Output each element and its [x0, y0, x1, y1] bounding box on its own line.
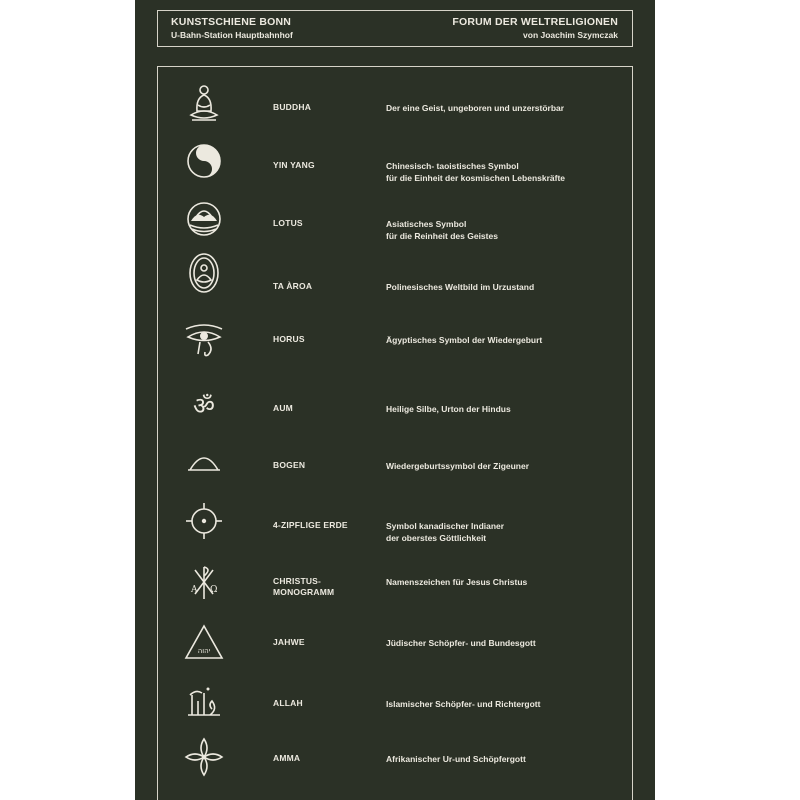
- symbol-name: [273, 576, 334, 598]
- symbol-name-line: AUM: [273, 403, 293, 413]
- symbol-description: [386, 334, 542, 346]
- symbol-name: [273, 753, 300, 764]
- lotus-icon: [182, 197, 226, 241]
- symbol-name: [273, 102, 311, 113]
- header-right: [452, 16, 618, 42]
- symbol-description: [386, 102, 564, 114]
- symbol-name: [273, 520, 348, 531]
- symbol-name: [273, 698, 303, 709]
- svg-text:ॐ: ॐ: [193, 392, 215, 420]
- eye-of-horus-icon: [182, 317, 226, 361]
- symbol-name: [273, 160, 315, 171]
- symbol-description-line: Namenszeichen für Jesus Christus: [386, 577, 528, 587]
- ta-aroa-icon: [182, 251, 226, 295]
- symbol-name: [273, 218, 303, 229]
- amma-icon: [182, 735, 226, 779]
- symbol-description-line: Polinesisches Weltbild im Urzustand: [386, 282, 535, 292]
- four-point-earth-icon: [182, 499, 226, 543]
- symbol-description: [386, 576, 527, 588]
- symbol-description-line: Asiatisches Symbol: [386, 219, 467, 229]
- svg-text:A: A: [191, 585, 198, 595]
- symbol-description: [386, 281, 534, 293]
- symbol-name: [273, 403, 293, 414]
- symbol-description-line: für die Reinheit des Geistes: [386, 231, 498, 241]
- symbol-description-line: Jüdischer Schöpfer- und Bundesgott: [386, 638, 536, 648]
- symbol-name-line: MONOGRAMM: [273, 587, 335, 597]
- symbol-name-line: BOGEN: [273, 460, 306, 470]
- symbol-description: [386, 160, 565, 184]
- header-box: [157, 10, 633, 47]
- buddha-icon: [182, 81, 226, 125]
- bow-icon: [182, 440, 226, 484]
- symbol-description-line: Ägyptisches Symbol der Wiedergeburt: [386, 335, 543, 345]
- header-right-subtitle: von Joachim Szymczak: [523, 30, 618, 40]
- symbol-description: [386, 520, 504, 544]
- symbol-description: [386, 460, 529, 472]
- symbol-name-line: CHRISTUS-: [273, 576, 322, 586]
- symbol-name: [273, 334, 305, 345]
- symbol-description: [386, 403, 511, 415]
- symbol-name-line: LOTUS: [273, 218, 303, 228]
- symbol-description-line: Islamischer Schöpfer- und Richtergott: [386, 699, 541, 709]
- symbol-name: [273, 281, 312, 292]
- symbol-name-line: 4-ZIPFLIGE ERDE: [273, 520, 348, 530]
- svg-text:Ω: Ω: [210, 585, 218, 595]
- symbol-description: [386, 637, 536, 649]
- symbol-name-line: ALLAH: [273, 698, 303, 708]
- symbol-description: [386, 698, 540, 710]
- header-right-title: FORUM DER WELTRELIGIONEN: [452, 16, 618, 28]
- jahwe-triangle-icon: [182, 621, 226, 665]
- symbol-description: [386, 218, 498, 242]
- symbol-name-line: YIN YANG: [273, 160, 315, 170]
- symbol-description: [386, 753, 526, 765]
- symbol-description-line: Afrikanischer Ur-und Schöpfergott: [386, 754, 526, 764]
- symbol-description-line: Heilige Silbe, Urton der Hindus: [386, 404, 511, 414]
- symbol-name-line: JAHWE: [273, 637, 305, 647]
- yin-yang-icon: [182, 139, 226, 183]
- symbol-name-line: BUDDHA: [273, 102, 312, 112]
- symbol-name: [273, 460, 305, 471]
- symbol-description-line: der oberstes Göttlichkeit: [386, 533, 487, 543]
- allah-calligraphy-icon: [182, 679, 226, 723]
- symbol-description-line: Wiedergeburtssymbol der Zigeuner: [386, 461, 530, 471]
- symbol-name-line: HORUS: [273, 334, 305, 344]
- symbol-name-line: TA ÀROA: [273, 281, 313, 291]
- aum-icon: [182, 383, 226, 427]
- symbol-name-line: AMMA: [273, 753, 301, 763]
- header-left: [171, 16, 293, 42]
- poster: [135, 0, 655, 800]
- chi-rho-icon: [182, 561, 226, 605]
- symbol-list: [157, 66, 633, 800]
- symbol-description-line: Der eine Geist, ungeboren und unzerstörbar: [386, 103, 565, 113]
- symbol-description-line: Chinesisch- taoistisches Symbol: [386, 161, 519, 171]
- symbol-description-line: für die Einheit der kosmischen Lebenskräfte: [386, 173, 566, 183]
- header-left-subtitle: U-Bahn-Station Hauptbahnhof: [171, 30, 293, 40]
- header-left-title: KUNSTSCHIENE BONN: [171, 16, 292, 28]
- symbol-name: [273, 637, 305, 648]
- svg-text:יהוה: יהוה: [197, 647, 211, 655]
- symbol-description-line: Symbol kanadischer Indianer: [386, 521, 505, 531]
